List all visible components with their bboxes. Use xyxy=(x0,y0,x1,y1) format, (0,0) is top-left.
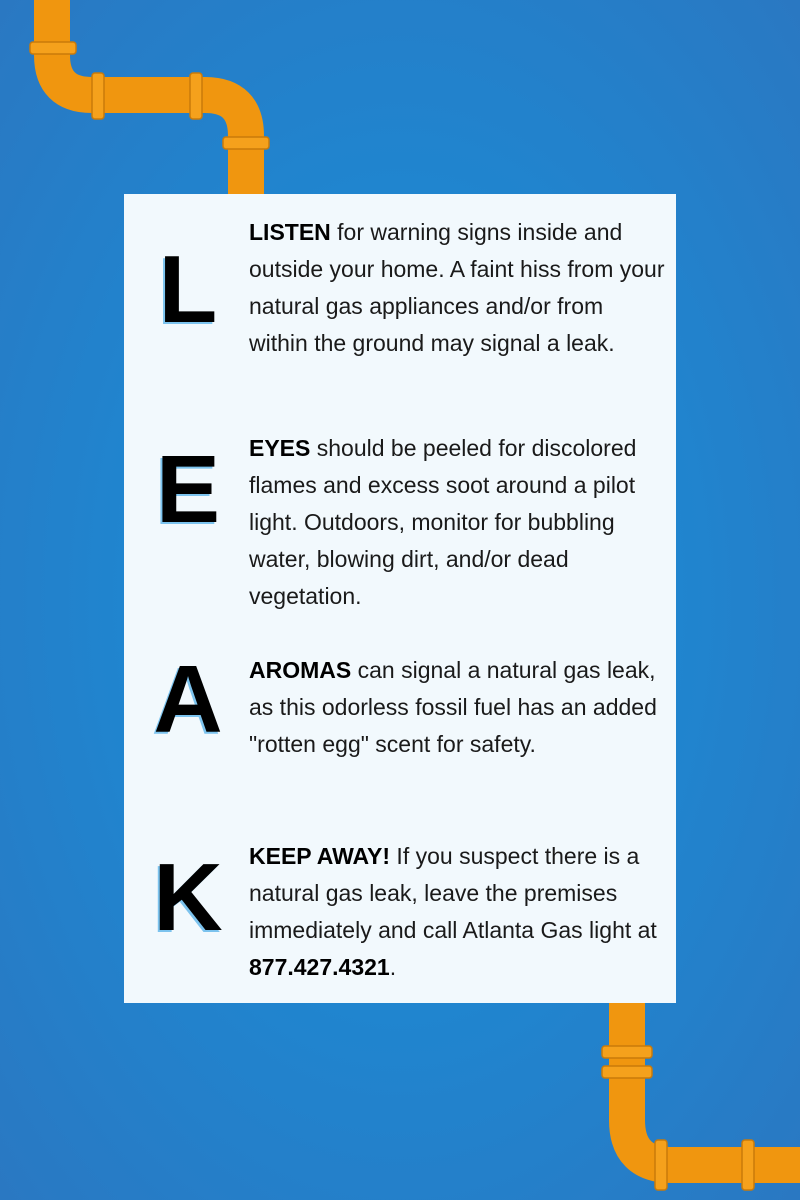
keep-away-period: . xyxy=(389,954,397,980)
keep-away-paragraph xyxy=(249,838,667,986)
aromas-body: can signal a natural gas leak, as this odorless fossil fuel has an added "rotten egg" scent for safety. xyxy=(249,657,657,757)
acrostic-letter-a: A xyxy=(153,646,223,753)
acrostic-letter-l: L xyxy=(158,236,218,343)
acrostic-letter-e: E xyxy=(155,436,221,543)
aromas-heading: AROMAS xyxy=(249,657,352,683)
listen-heading: LISTEN xyxy=(249,219,331,245)
info-card xyxy=(124,194,676,1003)
listen-body: for warning signs inside and outside your home. A faint hiss from your natural gas appliances and/or from within the ground may signal a leak. xyxy=(249,219,665,356)
eyes-heading: EYES xyxy=(249,435,311,461)
listen-paragraph xyxy=(249,214,667,362)
keep-away-body: If you suspect there is a natural gas leak, leave the premises immediately and call Atlanta Gas light at xyxy=(249,843,657,943)
aromas-paragraph xyxy=(249,652,667,763)
phone-number: 877.427.4321 xyxy=(249,954,390,980)
keep-away-heading: KEEP AWAY! xyxy=(249,843,391,869)
eyes-body: should be peeled for discolored flames and excess soot around a pilot light. Outdoors, monitor for bubbling water, blowing dirt, and/or dead vegetation. xyxy=(249,435,637,609)
eyes-paragraph xyxy=(249,430,667,615)
acrostic-letter-k: K xyxy=(153,844,223,951)
